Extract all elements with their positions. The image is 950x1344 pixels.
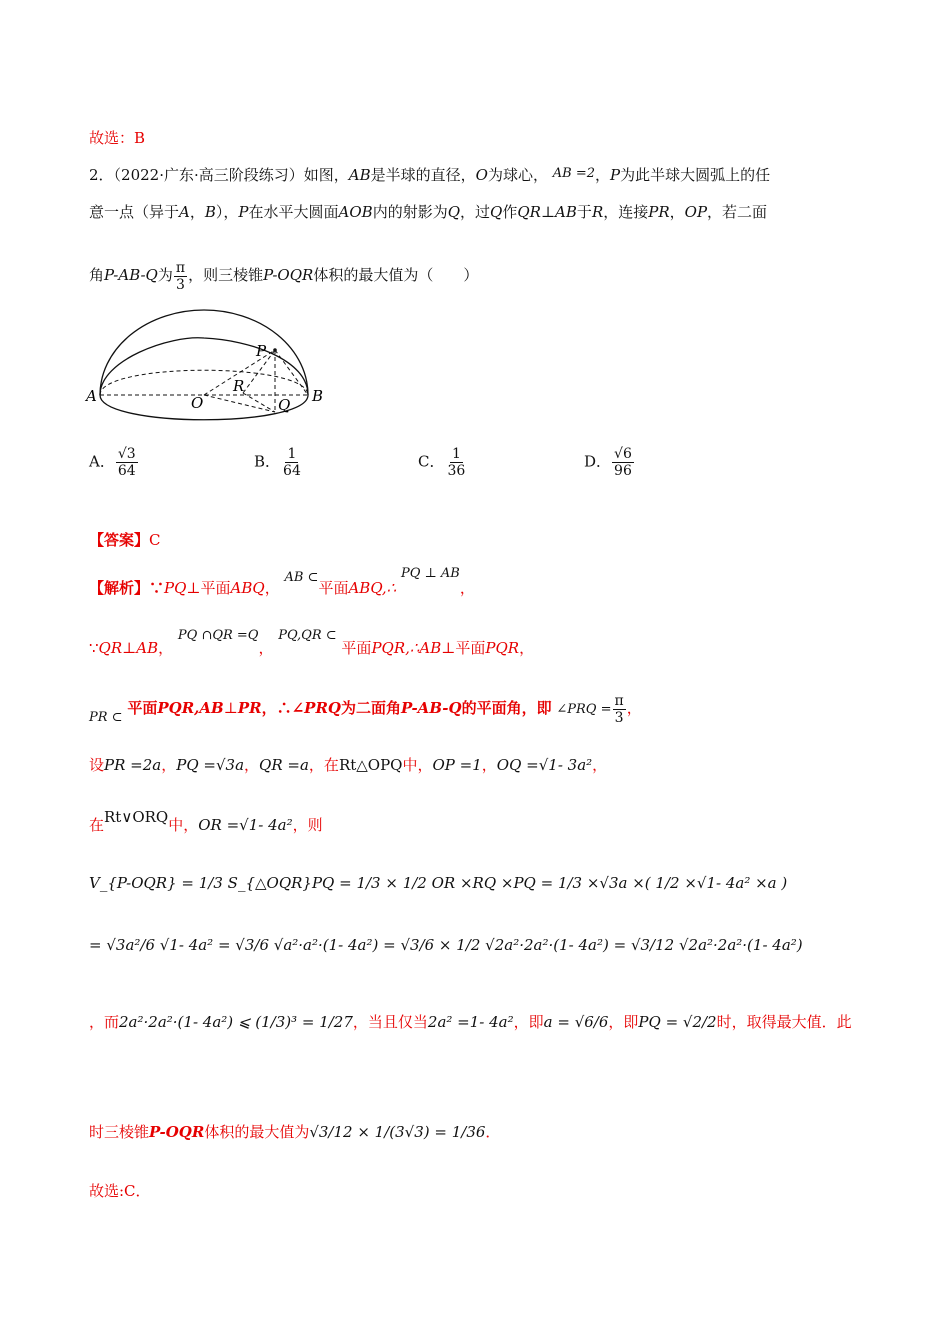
text: 在: [89, 816, 105, 834]
math: P-AB-Q: [104, 266, 158, 284]
option-fraction: [612, 446, 634, 479]
text: 平面: [127, 699, 158, 717]
math: ABQ,∴: [348, 579, 397, 597]
math: PR ⊂: [89, 710, 123, 725]
option-fraction: [281, 446, 303, 479]
text: ，: [189, 203, 205, 221]
denominator: 64: [283, 463, 301, 479]
text: ，: [459, 579, 475, 597]
text: 是半球的直径，: [370, 166, 476, 184]
label-B: B: [312, 387, 324, 405]
base-front-curve: [100, 395, 308, 420]
text: ，: [595, 166, 611, 184]
analysis-line-9: [89, 1118, 500, 1146]
text: ．: [485, 1123, 501, 1141]
text: 时三棱锥: [89, 1123, 150, 1141]
option-c[interactable]: [418, 446, 468, 479]
text: 角: [89, 266, 105, 284]
math: PQR: [485, 639, 520, 657]
analysis-line-3: [89, 690, 642, 728]
denominator: 3: [176, 276, 185, 293]
base-back-curve: [100, 370, 308, 395]
hemisphere-figure: [80, 300, 340, 440]
math: √3/12 × 1/(3√3) = 1/36: [309, 1123, 486, 1141]
option-d[interactable]: [584, 446, 635, 479]
text: ，在: [308, 756, 339, 774]
math: B: [204, 203, 216, 221]
text: ∵: [89, 639, 99, 657]
math: PQ =√3a: [176, 756, 245, 774]
text: ，: [626, 699, 642, 717]
math: QR⊥AB: [98, 639, 159, 657]
math: Rt△OPQ: [338, 756, 403, 774]
math: PQ ∩QR =Q: [177, 628, 259, 643]
text: 平面: [341, 639, 372, 657]
text: ），: [215, 203, 239, 221]
label-A: A: [86, 387, 97, 405]
math: PQR,∴AB: [371, 639, 442, 657]
math: PQ,QR ⊂: [278, 628, 337, 643]
text: ，: [258, 639, 274, 657]
label-R: R: [233, 377, 245, 395]
text: 内的射影为: [372, 203, 448, 221]
denominator: 3: [614, 709, 624, 726]
text: ，∴: [261, 699, 292, 717]
analysis-line-1: [89, 566, 475, 600]
option-letter: B．: [254, 452, 281, 471]
text: 体积的最大值为（ ）: [313, 266, 479, 284]
option-letter: D．: [584, 452, 612, 471]
analysis-line-4: [89, 752, 607, 778]
math: ∠PRQ =: [556, 702, 612, 717]
math: ∠PRQ: [291, 699, 341, 717]
math: P: [238, 203, 249, 221]
question-source: （2022·广东·高三阶段练习）: [113, 166, 304, 184]
text: ，则: [292, 816, 323, 834]
text: 设: [89, 756, 105, 774]
inner-arc: [100, 338, 308, 395]
text: ，: [161, 756, 177, 774]
answer-value: C: [149, 531, 161, 549]
previous-answer: 故选：B: [89, 129, 146, 147]
formula-line-2: = √3a²/6 √1- 4a² = √3/6 √a²·a²·(1- 4a²) = √3/6 × 1/2 √2a²·2a²·(1- 4a²) = √3/12 √2a²·2a²·(1- 4a²): [89, 936, 803, 954]
question-line-2: [89, 202, 767, 222]
point-P: [273, 348, 277, 352]
math: PQR,AB: [157, 699, 224, 717]
math: OP =1: [432, 756, 482, 774]
text: 中，: [168, 816, 199, 834]
option-b[interactable]: [254, 446, 304, 479]
text: ，而: [89, 1013, 120, 1031]
math: OP: [684, 203, 708, 221]
segment-OQ: [204, 395, 275, 412]
option-fraction: [116, 446, 138, 479]
text: ，: [244, 756, 260, 774]
math: OQ =√1- 3a²: [496, 756, 593, 774]
analysis-line-5: [89, 808, 323, 838]
segment-RQ: [243, 393, 275, 412]
numerator: √3: [117, 446, 136, 462]
math: 2a²·2a²·(1- 4a²) ⩽ (1/3)³ = 1/27: [119, 1013, 353, 1031]
math: PR =2a: [104, 756, 162, 774]
denominator: 96: [614, 463, 632, 479]
numerator: π: [175, 259, 186, 276]
math: P: [610, 166, 621, 184]
math: ABQ: [230, 579, 265, 597]
text: 体积的最大值为: [204, 1123, 310, 1141]
analysis-line-8: [89, 1008, 852, 1036]
text: ，过: [460, 203, 491, 221]
text: ⊥: [223, 699, 238, 717]
text: 的平面角，即: [461, 699, 552, 717]
math: AOB: [338, 203, 373, 221]
math: QR⊥AB: [517, 203, 577, 221]
label-Q: Q: [278, 396, 291, 414]
text: 中，: [402, 756, 433, 774]
math: O: [475, 166, 488, 184]
math: PQ: [164, 579, 187, 597]
text: ，则三棱锥: [188, 266, 264, 284]
text: 平面: [318, 579, 349, 597]
numerator: 1: [451, 446, 461, 462]
text: ，: [158, 639, 174, 657]
option-fraction: [445, 446, 467, 479]
label-O: O: [191, 394, 204, 412]
text: 为二面角: [340, 699, 401, 717]
text: ，: [481, 756, 497, 774]
text: 如图，: [303, 166, 349, 184]
question-line-3: [89, 257, 478, 293]
answer-label: 【答案】: [89, 531, 150, 549]
text: ，若二面: [707, 203, 768, 221]
question-line-1: [89, 164, 770, 185]
analysis-label: 【解析】: [89, 579, 150, 597]
math: PR: [237, 699, 262, 717]
math: OR =√1- 4a²: [198, 816, 293, 834]
text: 作: [502, 203, 518, 221]
text: ，连接: [603, 203, 649, 221]
denominator: 64: [117, 463, 136, 479]
text: ，: [592, 756, 608, 774]
math: Q: [447, 203, 461, 221]
text: 为球心，: [487, 166, 548, 184]
text: 于: [576, 203, 592, 221]
math: Rt∨ORQ: [104, 808, 169, 826]
math: R: [591, 203, 604, 221]
option-a[interactable]: [89, 446, 139, 479]
numerator: π: [614, 692, 624, 709]
fraction-pi-over-3: [613, 693, 626, 726]
math: P-AB-Q: [401, 699, 462, 717]
math: Q: [490, 203, 503, 221]
math: 2a² =1- 4a²: [427, 1013, 514, 1031]
math: PQ ⊥ AB: [400, 566, 460, 581]
text: ，当且仅当: [352, 1013, 428, 1031]
segment-PB: [275, 350, 308, 395]
math: QR =a: [259, 756, 309, 774]
text: 意一点（异于: [89, 203, 180, 221]
math: AB =2: [552, 166, 596, 181]
text: ，即: [608, 1013, 639, 1031]
numerator: √6: [614, 446, 632, 462]
math: AB: [348, 166, 371, 184]
math: AB ⊂: [284, 570, 319, 585]
numerator: 1: [287, 446, 297, 462]
analysis-line-2: [89, 628, 535, 660]
question-number: 2．: [89, 166, 114, 184]
denominator: 36: [447, 463, 466, 479]
text: 为此半球大圆弧上的任: [620, 166, 771, 184]
option-letter: C．: [418, 452, 445, 471]
option-letter: A．: [89, 452, 115, 471]
math: PQ = √2/2: [638, 1013, 717, 1031]
text: ⊥平面: [186, 579, 231, 597]
formula-line-1: V_{P-OQR} = 1/3 S_{△OQR}PQ = 1/3 × 1/2 OR ×RQ ×PQ = 1/3 ×√3a ×( 1/2 ×√1- 4a² ×a ): [89, 874, 788, 892]
text: ，: [669, 203, 685, 221]
fraction-pi-over-3: [174, 260, 187, 293]
math: a = √6/6: [543, 1013, 609, 1031]
math: P-OQR: [263, 266, 314, 284]
text: ，即: [513, 1013, 544, 1031]
answer-line: [89, 530, 161, 550]
text: ∵: [149, 579, 165, 597]
label-P: P: [256, 342, 267, 360]
text: ，: [264, 579, 280, 597]
math: PR: [648, 203, 670, 221]
text: 时，取得最大值．此: [716, 1013, 852, 1031]
text: 为: [157, 266, 173, 284]
math: A: [179, 203, 190, 221]
text: ，: [519, 639, 535, 657]
final-answer: 故选:C．: [89, 1182, 151, 1200]
text: ⊥平面: [441, 639, 486, 657]
math: P-OQR: [149, 1123, 205, 1141]
text: 在水平大圆面: [248, 203, 339, 221]
